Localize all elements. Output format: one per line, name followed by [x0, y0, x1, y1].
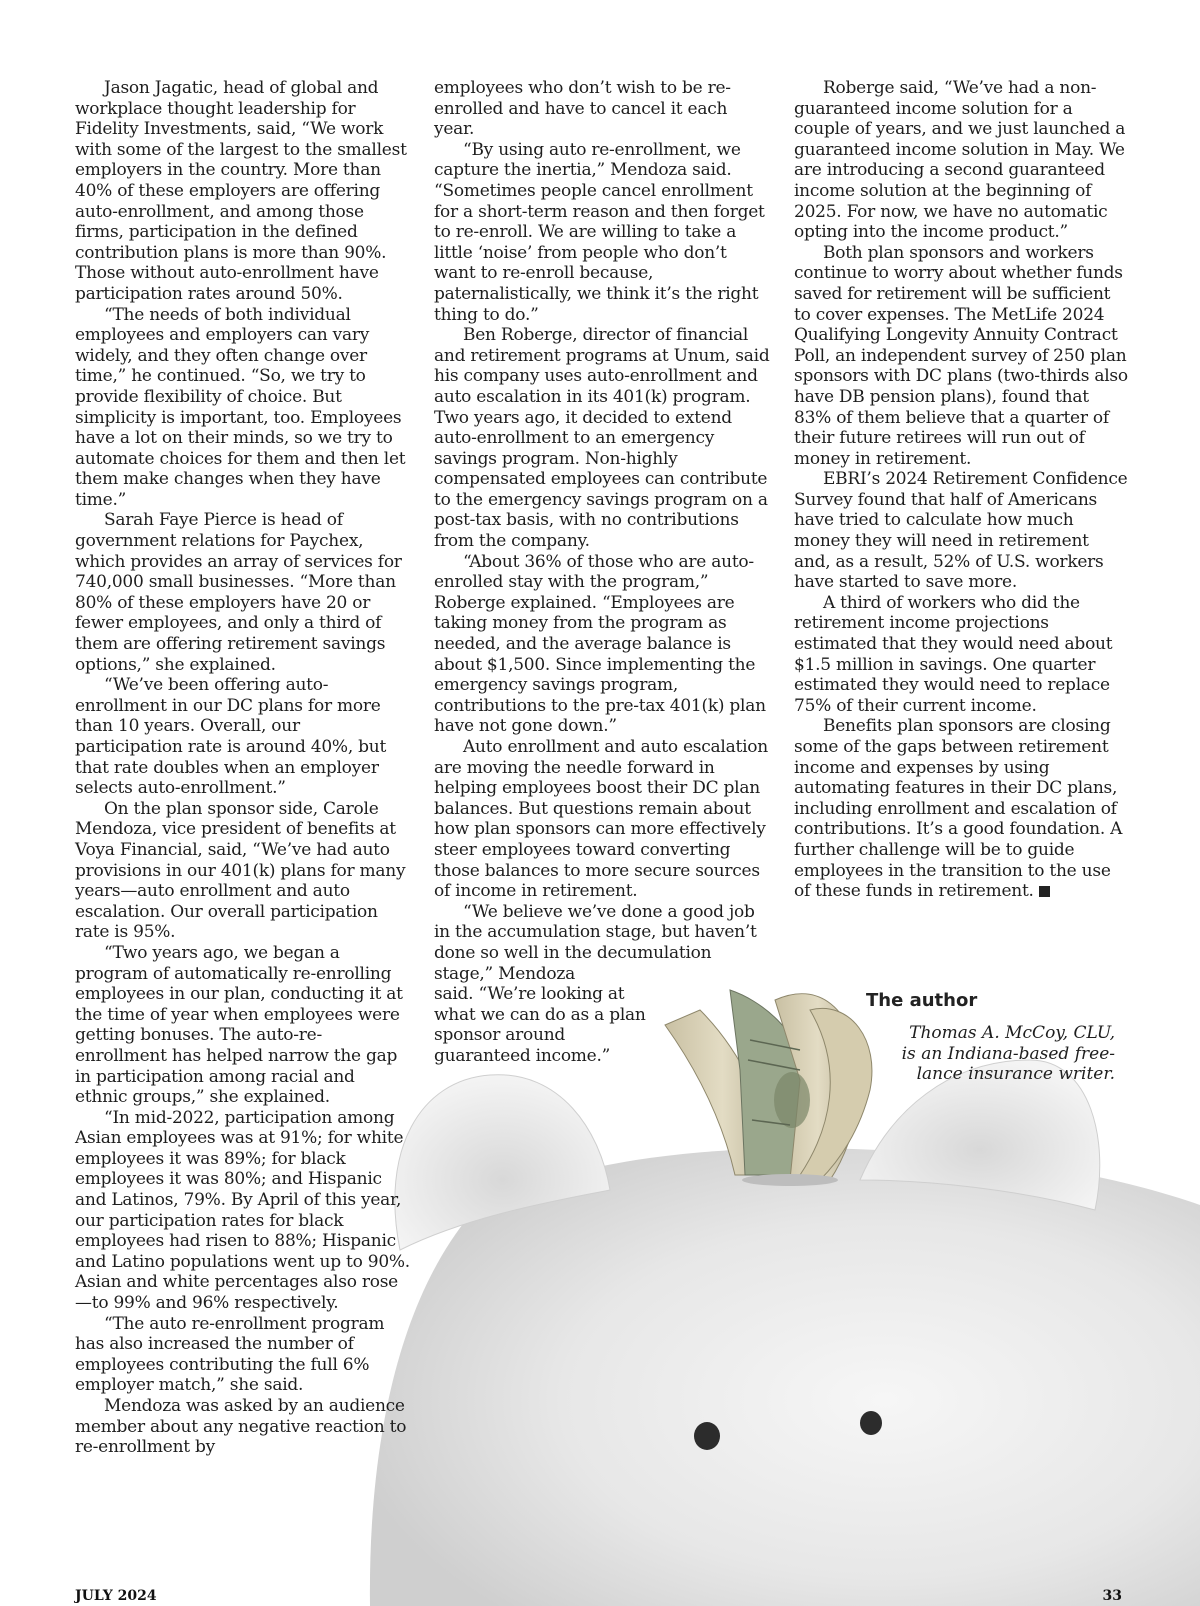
end-of-article-mark: [1039, 886, 1050, 897]
author-bio-line: Thomas A. McCoy, CLU,: [909, 1023, 1115, 1043]
paragraph: Auto enrollment and auto escalation are moving the needle forward in helping employees boost their DC plan balances. But questions remain about how plan sponsors can more effectively steer employees toward converting those balances to more secure sources of income in retirement.: [434, 737, 768, 902]
final-paragraph-text: Benefits plan sponsors are closing some of the gaps between retirement income and expenses by using automating features in their DC plans, including enrollment and escalation of contributions. It’s a good foundation. A further challenge will be to guide employees in the transition to the use of these funds in retirement.: [794, 716, 1123, 902]
paragraph: On the plan sponsor side, Carole Mendoza, vice president of benefits at Voya Financial, said, “We’ve had auto provisions in our 401(k) plans for many years—auto enrollment and auto escalation. Our overall participation rate is 95%.: [75, 798, 406, 943]
paragraph: A third of workers who did the retirement income projections estimated that they would need about $1.5 million in savings. One quarter estimated they would need to replace 75% of their current income.: [794, 592, 1113, 716]
author-bio-line: is an Indiana-based free-: [901, 1043, 1115, 1064]
paragraph: EBRI’s 2024 Retirement Confidence Survey found that half of Americans have tried to calculate how much money they will need in retirement and, as a result, 52% of U.S. workers have started to save more.: [794, 469, 1128, 593]
author-bio: [860, 1023, 1115, 1085]
final-paragraph: [794, 716, 1130, 901]
author-bio-line: lance insurance writer.: [916, 1064, 1115, 1085]
paragraph: “The needs of both individual employees and employers can vary widely, and they often change over time,” he continued. “So, we try to provide flexibility of choice. But simplicity is important, too. Employees have a lot on their minds, so we try to automate choices for them and then let them make changes when they have time.”: [75, 304, 406, 510]
piggy-bank-body: [370, 1148, 1200, 1606]
paragraph: employees who don’t wish to be re-enrolled and have to cancel it each year.: [434, 78, 731, 140]
paragraph: Jason Jagatic, head of global and workplace thought leadership for Fidelity Investments, said, “We work with some of the largest to the smallest employers in the country. More than 40% of these employers are offering auto-enrollment, and among those firms, participation in the defined contribution plans is more than 90%. Those without auto-enrollment have participation rates around 50%.: [75, 78, 407, 304]
footer-date: JULY 2024: [75, 1588, 157, 1604]
paragraph: Sarah Faye Pierce is head of government relations for Paychex, which provides an array of services for 740,000 small businesses. “More than 80% of these employers have 20 or fewer employees, and only a third of them are offering retirement savings options,” she explained.: [75, 510, 402, 675]
paragraph: “By using auto re-enrollment, we capture the inertia,” Mendoza said. “Sometimes people cancel enrollment for a short-term reason and then forget to re-enroll. We are willing to take a little ‘noise’ from people who don’t want to re-enroll because, paternalistically, we think it’s the right thing to do.”: [434, 139, 765, 325]
paragraph: “We believe we’ve done a good job in the accumulation stage, but haven’t done so well in the decumulation stage,” Mendoza: [434, 901, 757, 984]
paragraph: Mendoza was asked by an audience member about any negative reaction to re-enrollment by: [75, 1396, 407, 1458]
paragraph: “We’ve been offering auto-enrollment in our DC plans for more than 10 years. Overall, our participation rate is around 40%, but that rate doubles when an employer selects auto-enrollment.”: [75, 675, 387, 799]
paragraph: Both plan sponsors and workers continue to worry about whether funds saved for retirement will be sufficient to cover expenses. The MetLife 2024 Qualifying Longevity Annuity Contract Poll, an independent survey of 250 plan sponsors with DC plans (two-thirds also have DB pension plans), found that 83% of them believe that a quarter of their future retirees will run out of money in retirement.: [794, 242, 1128, 469]
page-number: 33: [1102, 1588, 1122, 1604]
article-column-2: [434, 78, 770, 1067]
paragraph: Ben Roberge, director of financial and retirement programs at Unum, said his company uses auto-enrollment and auto escalation in its 401(k) program. Two years ago, it decided to extend auto-enrollment to an emergency savings program. Non-highly compensated employees can contribute to the emergency savings program on a post-tax basis, with no contributions from the company.: [434, 325, 770, 552]
article-column-1: [75, 78, 410, 1458]
piggy-right-eye: [860, 1411, 882, 1435]
paragraph: said. “We’re looking at what we can do as a plan sponsor around guaranteed income.”: [434, 984, 646, 1066]
piggy-left-eye: [694, 1422, 720, 1450]
paragraph: “About 36% of those who are auto-enrolled stay with the program,” Roberge explained. “Employees are taking money from the program as needed, and the average balance is about $1,500. Since implementing the emergency savings program, contributions to the pre-tax 401(k) plan have not gone down.”: [434, 551, 766, 737]
article-column-3: [794, 78, 1130, 902]
paragraph: “In mid-2022, participation among Asian employees was at 91%; for white employees it was 89%; for black employees it was 80%; and Hispanic and Latinos, 79%. By April of this year, our participation rates for black employees had risen to 88%; Hispanic and Latino populations went up to 90%. Asian and white percentages also rose—to 99% and 96% respectively.: [75, 1107, 410, 1314]
coin-slot: [742, 1174, 838, 1186]
author-heading: The author: [866, 990, 978, 1011]
author-box: [860, 990, 1115, 1085]
paragraph: Roberge said, “We’ve had a non-guaranteed income solution for a couple of years, and we just launched a guaranteed income solution in May. We are introducing a second guaranteed income solution at the beginning of 2025. For now, we have no automatic opting into the income product.”: [794, 78, 1126, 243]
paragraph: “Two years ago, we began a program of automatically re-enrolling employees in our plan, conducting it at the time of year when employees were getting bonuses. The auto-re-enrollment has helped narrow the gap in participation among racial and ethnic groups,” she explained.: [75, 942, 403, 1108]
paragraph: “The auto re-enrollment program has also increased the number of employees contributing the full 6% employer match,” she said.: [75, 1313, 385, 1396]
